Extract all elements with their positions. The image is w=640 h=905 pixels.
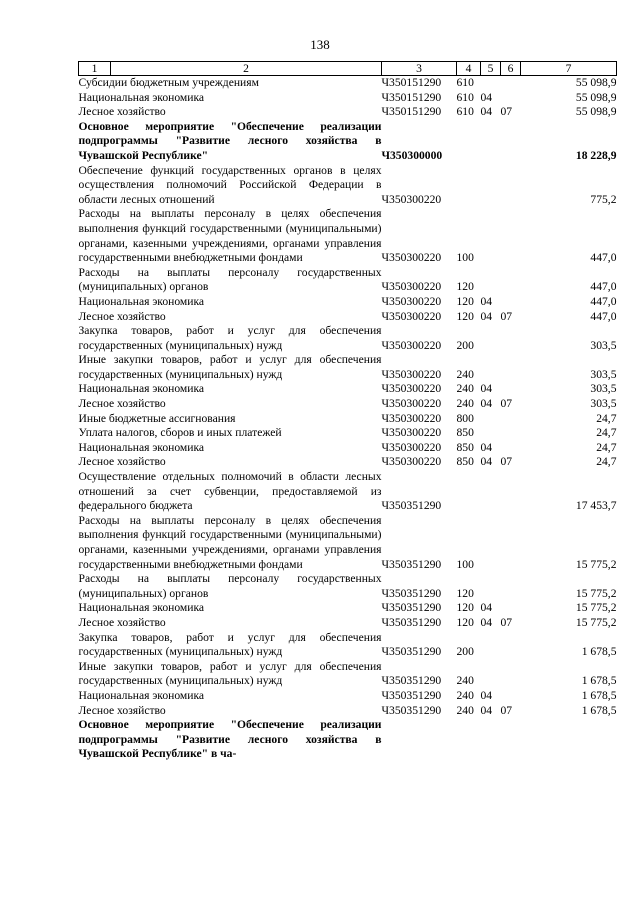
row-subsection	[501, 572, 521, 601]
row-code	[382, 718, 457, 762]
row-section	[481, 470, 501, 514]
table-row	[79, 572, 617, 601]
row-code: Ч350300220	[381, 411, 442, 425]
row-expense-type: 610	[456, 105, 474, 119]
row-section: 04	[480, 601, 493, 615]
row-amount: 24,7	[596, 440, 617, 454]
row-amount	[521, 718, 617, 762]
row-expense-type: 850	[456, 426, 474, 440]
row-section	[481, 572, 501, 601]
row-name: Расходы на выплаты персоналу в целях обеспечения выполнения функций государственными (муниципальными) органами, казенными учреждениями, органами управления государственными внебюджетными фондами	[78, 513, 382, 571]
row-name: Национальная экономика	[78, 382, 205, 396]
row-amount: 447,0	[590, 251, 617, 265]
row-subsection	[501, 76, 521, 91]
row-section: 04	[480, 294, 493, 308]
row-amount: 15 775,2	[575, 557, 617, 571]
row-subsection	[501, 689, 521, 704]
row-code: Ч350351290	[381, 615, 442, 629]
row-name: Лесное хозяйство	[78, 397, 166, 411]
row-amount: 17 453,7	[575, 499, 617, 513]
row-subsection	[501, 441, 521, 456]
row-amount: 15 775,2	[575, 586, 617, 600]
row-name: Национальная экономика	[78, 601, 205, 615]
row-section	[481, 120, 501, 164]
row-subsection	[501, 353, 521, 382]
row-code: Ч350300000	[381, 148, 443, 162]
row-expense-type	[457, 718, 481, 762]
table-row	[79, 207, 617, 265]
table-row	[79, 601, 617, 616]
row-code: Ч350351290	[381, 688, 442, 702]
row-amount: 1 678,5	[581, 688, 617, 702]
row-name: Субсидии бюджетным учреждениям	[78, 76, 259, 89]
row-expense-type: 200	[456, 645, 474, 659]
row-expense-type: 240	[456, 382, 474, 396]
row-section: 04	[480, 105, 493, 119]
row-subsection	[501, 426, 521, 441]
row-name: Иные закупки товаров, работ и услуг для обеспечения государственных (муниципальных) нужд	[78, 353, 382, 381]
row-section: 04	[480, 382, 493, 396]
row-code: Ч350300220	[381, 382, 442, 396]
row-amount: 1 678,5	[581, 703, 617, 717]
row-section	[481, 353, 501, 382]
table-row	[79, 616, 617, 631]
row-subsection	[501, 718, 521, 762]
row-name: Осуществление отдельных полномочий в области лесных отношений за счет субвенции, предоставляемой из федерального бюджета	[78, 470, 382, 513]
row-subsection: 07	[500, 309, 513, 323]
row-code: Ч350351290	[381, 703, 442, 717]
row-name: Национальная экономика	[78, 688, 205, 702]
row-section: 04	[480, 397, 493, 411]
row-subsection: 07	[500, 615, 513, 629]
table-row	[79, 689, 617, 704]
row-section	[481, 631, 501, 660]
row-code: Ч350300220	[381, 440, 442, 454]
row-subsection	[501, 382, 521, 397]
row-subsection	[501, 470, 521, 514]
row-section: 04	[480, 703, 493, 717]
row-section	[481, 426, 501, 441]
row-name: Лесное хозяйство	[78, 615, 166, 629]
row-expense-type: 800	[456, 411, 474, 425]
row-code: Ч350300220	[381, 397, 442, 411]
row-section	[481, 76, 501, 91]
table-row	[79, 660, 617, 689]
row-code: Ч350300220	[381, 338, 442, 352]
row-subsection	[501, 91, 521, 106]
row-name: Национальная экономика	[78, 90, 205, 104]
row-code: Ч350300220	[381, 251, 442, 265]
row-expense-type: 120	[456, 615, 474, 629]
row-section	[481, 266, 501, 295]
row-name: Уплата налогов, сборов и иных платежей	[78, 426, 282, 440]
table-row	[79, 295, 617, 310]
row-section	[481, 207, 501, 265]
row-subsection	[501, 631, 521, 660]
row-expense-type: 120	[456, 309, 474, 323]
row-amount: 24,7	[596, 426, 617, 440]
row-expense-type: 100	[456, 557, 474, 571]
row-name: Основное мероприятие "Обеспечение реализации подпрограммы "Развитие лесного хозяйства в Чувашской Республике" в ча-	[78, 718, 382, 761]
row-amount: 24,7	[596, 411, 617, 425]
row-code: Ч350351290	[381, 674, 442, 688]
row-subsection	[501, 120, 521, 164]
row-expense-type: 120	[456, 586, 474, 600]
row-expense-type: 610	[456, 90, 474, 104]
header-col-6: 6	[501, 62, 521, 76]
row-amount: 303,5	[590, 367, 617, 381]
row-subsection: 07	[500, 397, 513, 411]
row-code: Ч350300220	[381, 309, 442, 323]
table-header-row	[79, 62, 617, 76]
row-code: Ч350351290	[381, 601, 442, 615]
row-expense-type: 240	[456, 703, 474, 717]
table-row	[79, 455, 617, 470]
table-row	[79, 310, 617, 325]
row-expense-type: 240	[456, 397, 474, 411]
row-name: Лесное хозяйство	[78, 105, 166, 119]
row-subsection: 07	[500, 703, 513, 717]
table-row	[79, 718, 617, 762]
row-subsection	[501, 412, 521, 427]
row-code: Ч350351290	[381, 645, 442, 659]
row-expense-type	[457, 470, 481, 514]
table-row	[79, 631, 617, 660]
row-name: Иные бюджетные ассигнования	[78, 411, 236, 425]
table-body	[79, 76, 617, 762]
header-col-5: 5	[481, 62, 501, 76]
row-name: Лесное хозяйство	[78, 309, 166, 323]
row-subsection: 07	[500, 105, 513, 119]
row-code: Ч350300220	[381, 192, 442, 206]
row-section	[481, 164, 501, 208]
row-expense-type: 850	[456, 455, 474, 469]
header-col-7: 7	[521, 62, 617, 76]
row-amount: 18 228,9	[575, 148, 617, 162]
row-amount: 24,7	[596, 455, 617, 469]
row-section: 04	[480, 455, 493, 469]
table-row	[79, 514, 617, 572]
table-row	[79, 105, 617, 120]
row-code: Ч350351290	[381, 557, 442, 571]
row-name: Национальная экономика	[78, 294, 205, 308]
row-expense-type: 200	[456, 338, 474, 352]
row-expense-type: 610	[456, 76, 474, 89]
row-expense-type: 240	[456, 688, 474, 702]
row-amount: 1 678,5	[581, 645, 617, 659]
row-name: Обеспечение функций государственных органов в целях осуществления полномочий Российской Федерации в области лесных отношений	[78, 163, 382, 206]
row-amount: 447,0	[590, 294, 617, 308]
row-amount: 55 098,9	[575, 90, 617, 104]
table-row	[79, 382, 617, 397]
row-expense-type	[457, 120, 481, 164]
row-name: Основное мероприятие "Обеспечение реализации подпрограммы "Развитие лесного хозяйства в Чувашской Республике"	[78, 119, 382, 162]
budget-table	[78, 61, 617, 762]
header-col-3: 3	[382, 62, 457, 76]
row-name: Иные закупки товаров, работ и услуг для обеспечения государственных (муниципальных) нужд	[78, 659, 382, 688]
row-code: Ч350151290	[381, 90, 442, 104]
row-amount: 55 098,9	[575, 105, 617, 119]
row-code: Ч350300220	[381, 280, 442, 294]
row-expense-type	[457, 164, 481, 208]
row-section: 04	[480, 688, 493, 702]
table-row	[79, 441, 617, 456]
row-section: 04	[480, 440, 493, 454]
row-section	[481, 660, 501, 689]
row-code: Ч350300220	[381, 367, 442, 381]
row-subsection	[501, 324, 521, 353]
row-amount: 55 098,9	[575, 76, 617, 89]
row-code: Ч350151290	[381, 105, 442, 119]
row-amount: 15 775,2	[575, 615, 617, 629]
row-name: Расходы на выплаты персоналу государственных (муниципальных) органов	[78, 265, 382, 294]
row-section	[481, 718, 501, 762]
row-section	[481, 324, 501, 353]
row-name: Лесное хозяйство	[78, 703, 166, 717]
row-subsection: 07	[500, 455, 513, 469]
table-row	[79, 426, 617, 441]
row-subsection	[501, 601, 521, 616]
row-code: Ч350300220	[381, 455, 442, 469]
row-name: Закупка товаров, работ и услуг для обеспечения государственных (муниципальных) нужд	[78, 630, 382, 659]
page-number: 138	[310, 37, 330, 52]
row-amount: 303,5	[590, 397, 617, 411]
row-amount: 303,5	[590, 382, 617, 396]
row-expense-type: 240	[456, 674, 474, 688]
row-subsection	[501, 266, 521, 295]
row-section	[481, 412, 501, 427]
table-row	[79, 412, 617, 427]
row-expense-type: 120	[456, 601, 474, 615]
header-col-4: 4	[457, 62, 481, 76]
row-amount: 303,5	[590, 338, 617, 352]
row-expense-type: 850	[456, 440, 474, 454]
row-code: Ч350300220	[381, 426, 442, 440]
row-subsection	[501, 164, 521, 208]
table-row	[79, 470, 617, 514]
table-row	[79, 164, 617, 208]
table-row	[79, 397, 617, 412]
header-col-2: 2	[111, 62, 382, 76]
row-expense-type: 100	[456, 251, 474, 265]
row-name: Закупка товаров, работ и услуг для обеспечения государственных (муниципальных) нужд	[78, 324, 382, 352]
row-amount: 447,0	[590, 309, 617, 323]
table-row	[79, 704, 617, 719]
row-code: Ч350151290	[381, 76, 442, 89]
header-col-1: 1	[79, 62, 111, 76]
table-row	[79, 120, 617, 164]
row-section: 04	[480, 90, 493, 104]
row-amount: 447,0	[590, 280, 617, 294]
row-amount: 1 678,5	[581, 674, 617, 688]
row-amount: 775,2	[590, 192, 617, 206]
row-section: 04	[480, 615, 493, 629]
table-row	[79, 266, 617, 295]
row-code: Ч350351290	[381, 586, 442, 600]
table-row	[79, 324, 617, 353]
row-code: Ч350300220	[381, 294, 442, 308]
row-subsection	[501, 295, 521, 310]
row-section	[481, 514, 501, 572]
table-row	[79, 353, 617, 382]
row-section: 04	[480, 309, 493, 323]
table-row	[79, 91, 617, 106]
row-subsection	[501, 514, 521, 572]
table-row	[79, 76, 617, 91]
row-subsection	[501, 207, 521, 265]
row-name: Национальная экономика	[78, 440, 205, 454]
row-subsection	[501, 660, 521, 689]
row-name: Расходы на выплаты персоналу государственных (муниципальных) органов	[78, 572, 382, 600]
row-code: Ч350351290	[381, 499, 442, 513]
row-expense-type: 120	[456, 280, 474, 294]
row-name: Расходы на выплаты персоналу в целях обеспечения выполнения функций государственными (муниципальными) органами, казенными учреждениями, органами управления государственными внебюджетными фондами	[78, 207, 382, 265]
row-expense-type: 240	[456, 367, 474, 381]
row-amount: 15 775,2	[575, 601, 617, 615]
row-name: Лесное хозяйство	[78, 455, 166, 469]
row-expense-type: 120	[456, 294, 474, 308]
